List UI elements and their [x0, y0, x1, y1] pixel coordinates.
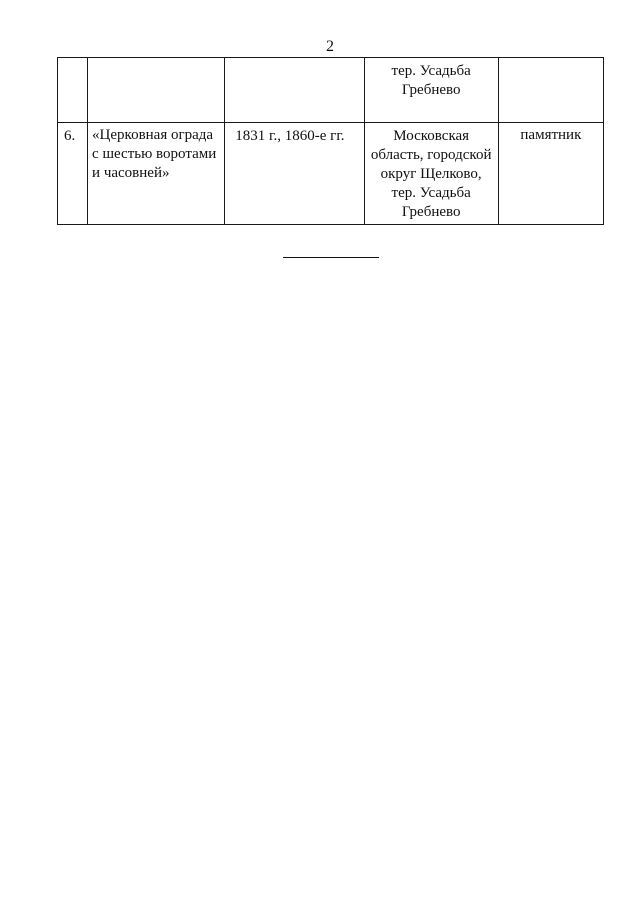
- location-line: тер. Усадьба: [391, 185, 471, 201]
- cell-name: [88, 58, 225, 123]
- table-row-continuation: [58, 58, 604, 123]
- cell-location: [364, 58, 498, 123]
- location-line: округ Щелково,: [380, 166, 482, 182]
- name-line: с шестью воротами: [92, 146, 217, 162]
- table-row-6: [58, 123, 604, 225]
- end-of-document-rule: [283, 257, 379, 258]
- cell-category: памятник: [498, 123, 603, 225]
- name-line: «Церковная ограда: [92, 127, 214, 143]
- cell-date: [225, 58, 364, 123]
- monuments-table: [57, 57, 604, 225]
- cell-date: 1831 г., 1860-е гг.: [225, 123, 364, 225]
- page-number: 2: [326, 38, 334, 55]
- cell-name: [88, 123, 225, 225]
- name-line: и часовней»: [92, 165, 170, 181]
- cell-number: 6.: [58, 123, 88, 225]
- cell-number: [58, 58, 88, 123]
- location-line: Гребнево: [401, 204, 461, 220]
- cell-category: [498, 58, 603, 123]
- location-line: Московская: [393, 128, 470, 144]
- location-line: Гребнево: [401, 82, 461, 98]
- cell-location: [364, 123, 498, 225]
- location-line: область, городской: [370, 147, 492, 163]
- location-line: тер. Усадьба: [391, 63, 471, 79]
